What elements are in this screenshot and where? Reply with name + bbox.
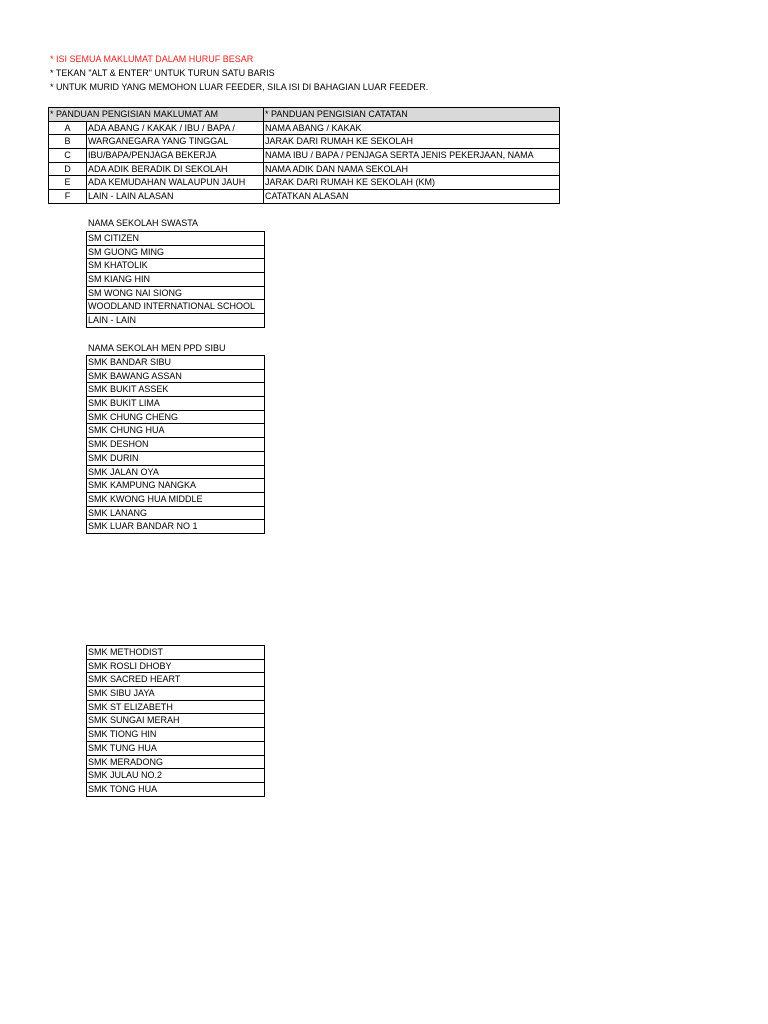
guide-catatan-cell[interactable]: CATATKAN ALASAN: [264, 190, 560, 204]
guide-catatan-cell[interactable]: NAMA ADIK DAN NAMA SEKOLAH: [264, 162, 560, 176]
guide-catatan-cell[interactable]: NAMA ABANG / KAKAK: [264, 121, 560, 135]
school-cell[interactable]: SMK LUAR BANDAR NO 1: [87, 520, 265, 534]
guide-header-am[interactable]: * PANDUAN PENGISIAN MAKLUMAT AM: [49, 108, 264, 122]
guide-am-cell[interactable]: WARGANEGARA YANG TINGGAL: [87, 135, 264, 149]
guide-row: [49, 135, 560, 149]
school-cell[interactable]: SMK TIONG HIN: [87, 728, 265, 742]
guide-row: [49, 190, 560, 204]
school-cell[interactable]: SM GUONG MING: [87, 245, 265, 259]
guide-catatan-cell[interactable]: JARAK DARI RUMAH KE SEKOLAH (KM): [264, 176, 560, 190]
men-school-list-continued: [86, 645, 265, 797]
guide-am-cell[interactable]: ADA ABANG / KAKAK / IBU / BAPA /: [87, 121, 264, 135]
guide-code-cell[interactable]: A: [49, 121, 87, 135]
school-cell[interactable]: SMK SIBU JAYA: [87, 687, 265, 701]
guide-code-cell[interactable]: E: [49, 176, 87, 190]
school-cell[interactable]: SMK JALAN OYA: [87, 465, 265, 479]
school-cell[interactable]: SMK LANANG: [87, 506, 265, 520]
school-cell[interactable]: SMK BUKIT LIMA: [87, 397, 265, 411]
guide-am-cell[interactable]: IBU/BAPA/PENJAGA BEKERJA: [87, 149, 264, 163]
school-cell[interactable]: SMK BAWANG ASSAN: [87, 369, 265, 383]
note-alt-enter: * TEKAN "ALT & ENTER" UNTUK TURUN SATU BARIS: [50, 68, 275, 78]
guide-row: [49, 162, 560, 176]
school-cell[interactable]: SMK MERADONG: [87, 755, 265, 769]
school-cell[interactable]: SMK DURIN: [87, 451, 265, 465]
school-cell[interactable]: SMK BANDAR SIBU: [87, 356, 265, 370]
guide-table: [48, 107, 560, 204]
school-cell[interactable]: SMK CHUNG CHENG: [87, 410, 265, 424]
school-cell[interactable]: SM KIANG HIN: [87, 273, 265, 287]
school-cell[interactable]: SMK KWONG HUA MIDDLE: [87, 492, 265, 506]
swasta-school-list: [86, 231, 265, 328]
school-cell[interactable]: SMK BUKIT ASSEK: [87, 383, 265, 397]
school-cell[interactable]: SMK ST ELIZABETH: [87, 700, 265, 714]
note-luar-feeder: * UNTUK MURID YANG MEMOHON LUAR FEEDER, SILA ISI DI BAHAGIAN LUAR FEEDER.: [50, 82, 429, 92]
school-cell[interactable]: SM WONG NAI SIONG: [87, 286, 265, 300]
guide-code-cell[interactable]: F: [49, 190, 87, 204]
guide-code-cell[interactable]: B: [49, 135, 87, 149]
school-cell[interactable]: WOODLAND INTERNATIONAL SCHOOL: [87, 300, 265, 314]
guide-row: [49, 149, 560, 163]
school-cell[interactable]: SM KHATOLIK: [87, 259, 265, 273]
guide-code-cell[interactable]: D: [49, 162, 87, 176]
school-cell[interactable]: SMK SACRED HEART: [87, 673, 265, 687]
school-cell[interactable]: SMK KAMPUNG NANGKA: [87, 479, 265, 493]
men-list-title: NAMA SEKOLAH MEN PPD SIBU: [88, 343, 226, 353]
school-cell[interactable]: SMK DESHON: [87, 438, 265, 452]
guide-am-cell[interactable]: LAIN - LAIN ALASAN: [87, 190, 264, 204]
note-uppercase: * ISI SEMUA MAKLUMAT DALAM HURUF BESAR: [50, 54, 254, 64]
school-cell[interactable]: SMK TONG HUA: [87, 782, 265, 796]
guide-catatan-cell[interactable]: JARAK DARI RUMAH KE SEKOLAH: [264, 135, 560, 149]
guide-am-cell[interactable]: ADA KEMUDAHAN WALAUPUN JAUH: [87, 176, 264, 190]
school-cell[interactable]: SMK JULAU NO.2: [87, 769, 265, 783]
school-cell[interactable]: SMK CHUNG HUA: [87, 424, 265, 438]
school-cell[interactable]: SM CITIZEN: [87, 232, 265, 246]
swasta-list-title: NAMA SEKOLAH SWASTA: [88, 218, 199, 228]
guide-catatan-cell[interactable]: NAMA IBU / BAPA / PENJAGA SERTA JENIS PEKERJAAN, NAMA: [264, 149, 560, 163]
school-cell[interactable]: SMK ROSLI DHOBY: [87, 659, 265, 673]
guide-row: [49, 176, 560, 190]
school-cell[interactable]: SMK METHODIST: [87, 646, 265, 660]
school-cell[interactable]: SMK TUNG HUA: [87, 741, 265, 755]
men-school-list: [86, 355, 265, 534]
guide-header-row: [49, 108, 560, 122]
guide-header-catatan[interactable]: * PANDUAN PENGISIAN CATATAN: [264, 108, 560, 122]
guide-am-cell[interactable]: ADA ADIK BERADIK DI SEKOLAH: [87, 162, 264, 176]
guide-code-cell[interactable]: C: [49, 149, 87, 163]
school-cell[interactable]: SMK SUNGAI MERAH: [87, 714, 265, 728]
guide-row: [49, 121, 560, 135]
school-cell[interactable]: LAIN - LAIN: [87, 314, 265, 328]
